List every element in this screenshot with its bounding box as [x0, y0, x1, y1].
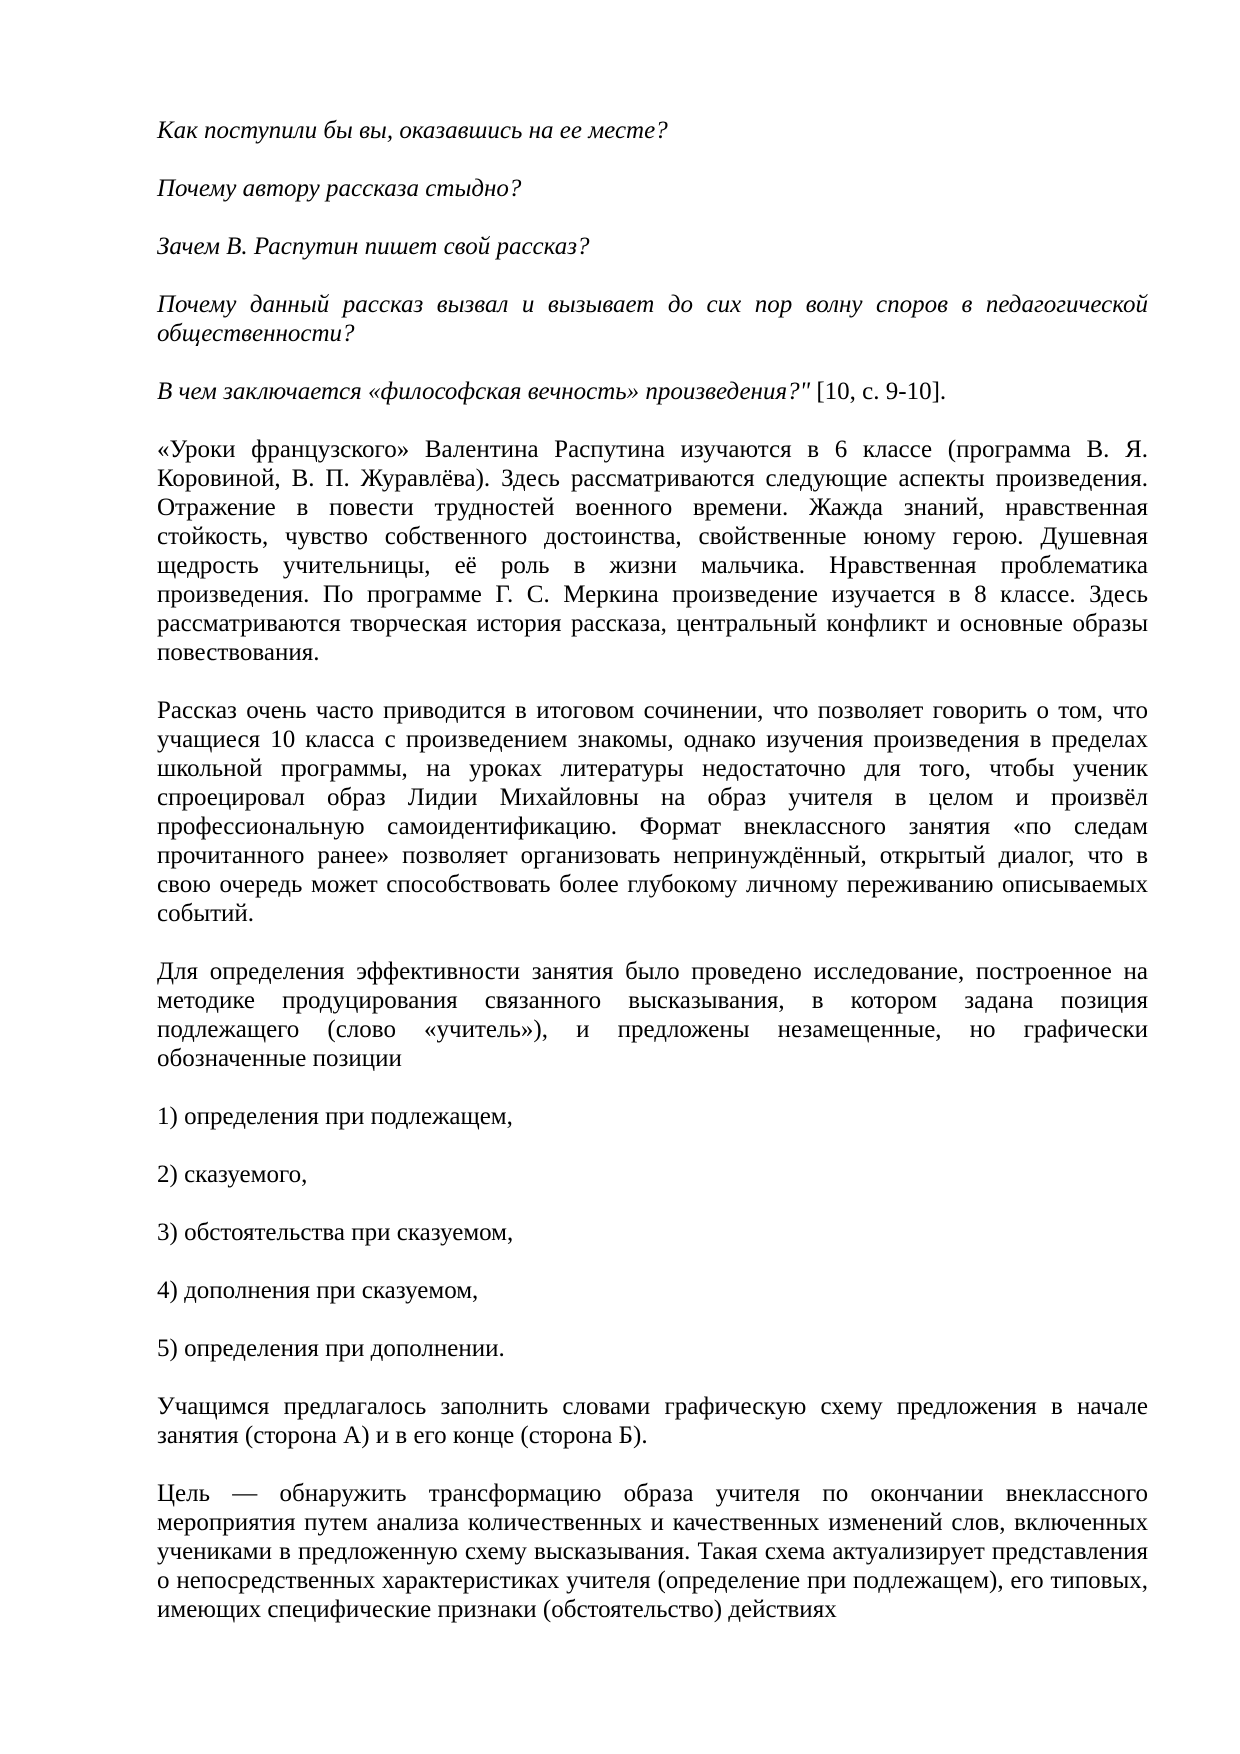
list-item: 2) сказуемого, — [157, 1161, 308, 1188]
list-item: 1) определения при подлежащем, — [157, 1103, 513, 1130]
citation-reference: [10, с. 9-10]. — [810, 378, 947, 405]
body-paragraph: Цель — обнаружить трансформацию образа учителя по окончании внеклассного мероприятия путем анализа количественных и качественных изменений слов, включенных учениками в предложенную схему высказывания. Такая схема актуализирует представления о непосредственных характеристиках учителя (определение при подлежащем), его типовых, имеющих специфические признаки (обстоятельство) действиях — [157, 1480, 1148, 1623]
list-item: 4) дополнения при сказуемом, — [157, 1277, 479, 1304]
list-item: 3) обстоятельства при сказуемом, — [157, 1219, 514, 1246]
final-question-paragraph — [157, 377, 1148, 406]
body-paragraph: Учащимся предлагалось заполнить словами графическую схему предложения в начале занятия (сторона А) и в его конце (сторона Б). — [157, 1393, 1148, 1449]
question-paragraph: Как поступили бы вы, оказавшись на ее месте? — [157, 117, 668, 144]
final-question-text: В чем заключается «философская вечность» произведения?" — [157, 378, 811, 405]
body-paragraph: Для определения эффективности занятия было проведено исследование, построенное на методике продуцирования связанного высказывания, в котором задана позиция подлежащего (слово «учитель»), и предложены незамещенные, но графически обозначенные позиции — [157, 958, 1148, 1072]
body-paragraph: Рассказ очень часто приводится в итоговом сочинении, что позволяет говорить о том, что учащиеся 10 класса с произведением знакомы, однако изучения произведения в пределах школьной программы, на уроках литературы недостаточно для того, чтобы ученик спроецировал образ Лидии Михайловны на образ учителя в целом и произвёл профессиональную самоидентификацию. Формат внеклассного занятия «по следам прочитанного ранее» позволяет организовать непринуждённый, открытый диалог, что в свою очередь может способствовать более глубокому личному переживанию описываемых событий. — [157, 697, 1148, 927]
body-paragraph: «Уроки французского» Валентина Распутина изучаются в 6 классе (программа В. Я. Коровиной, В. П. Журавлёва). Здесь рассматриваются следующие аспекты произведения. Отражение в повести трудностей военного времени. Жажда знаний, нравственная стойкость, чувство собственного достоинства, свойственные юному герою. Душевная щедрость учительницы, её роль в жизни мальчика. Нравственная проблематика произведения. По программе Г. С. Меркина произведение изучается в 8 классе. Здесь рассматриваются творческая история рассказа, центральный конфликт и основные образы повествования. — [157, 436, 1148, 666]
question-paragraph: Почему данный рассказ вызвал и вызывает до сих пор волну споров в педагогической общественности? — [157, 291, 1148, 347]
question-paragraph: Зачем В. Распутин пишет свой рассказ? — [157, 233, 590, 260]
list-item: 5) определения при дополнении. — [157, 1335, 505, 1362]
question-paragraph: Почему автору рассказа стыдно? — [157, 175, 522, 202]
